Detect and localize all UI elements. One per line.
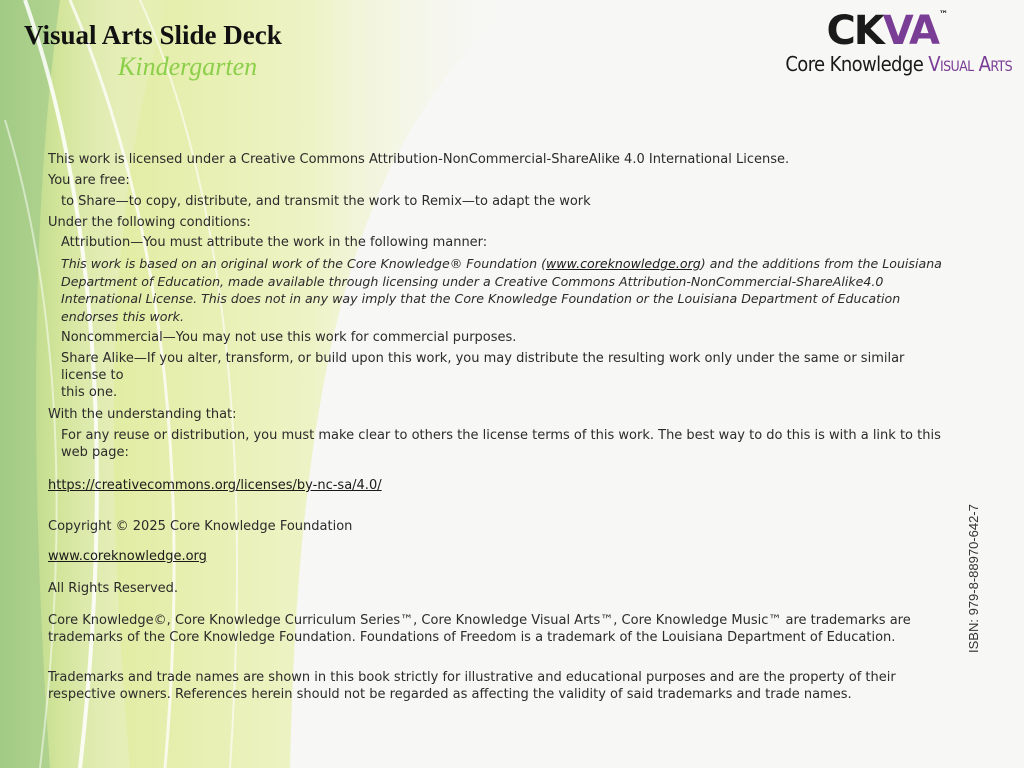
tradenames-text: Trademarks and trade names are shown in this book strictly for illustrative and educational purposes and are the property of their respective owners. References herein should not be regarded as affecting the validity of said trademarks and trade names. <box>48 670 896 702</box>
reuse-text-cont: web page: <box>61 445 129 460</box>
reuse-text: For any reuse or distribution, you must make clear to others the license terms of this work. The best way to do this is with a link to this <box>61 428 941 443</box>
attribution-statement <box>48 255 948 325</box>
logo-trademark: ™ <box>939 10 948 20</box>
logo-core-knowledge: Core Knowledge <box>785 52 929 76</box>
logo-tagline <box>785 52 1012 76</box>
attribution-statement-part2: ) and the additions from the Louisiana Department of Education, made available through licensing under a Creative Commons Attribution-NonCommercial-ShareAlike4.0 International License. This does not in any way imply that the Core Knowledge Foundation or the Louisiana Department of Education endorses this work. <box>61 256 942 324</box>
logo-ck: CK <box>826 8 883 54</box>
license-content <box>48 151 948 703</box>
logo-wordmark <box>826 8 938 54</box>
logo-va: VA <box>882 8 938 54</box>
attribution-text: Attribution—You must attribute the work in the following manner: <box>61 235 488 250</box>
copyright-text: Copyright © 2025 Core Knowledge Foundation <box>48 519 353 534</box>
attribution-link[interactable]: www.coreknowledge.org <box>545 256 701 271</box>
isbn-label: ISBN: 979-8-88970-642-7 <box>966 504 981 653</box>
ckva-logo <box>772 8 1012 80</box>
you-are-free: You are free: <box>48 173 130 188</box>
noncommercial-text: Noncommercial—You may not use this work for commercial purposes. <box>61 330 517 345</box>
rights-text: All Rights Reserved. <box>48 581 179 596</box>
attribution-statement-part1: This work is based on an original work of the Core Knowledge® Foundation ( <box>61 256 546 271</box>
coreknowledge-link[interactable]: www.coreknowledge.org <box>48 549 207 564</box>
cc-license-link[interactable]: https://creativecommons.org/licenses/by-nc-sa/4.0/ <box>48 478 382 493</box>
logo-visual-arts: Visual Arts <box>928 52 1012 76</box>
page-subtitle: Kindergarten <box>118 52 258 81</box>
page-title: Visual Arts Slide Deck <box>24 20 282 50</box>
license-intro: This work is licensed under a Creative Commons Attribution-NonCommercial-ShareAlike 4.0 International License. <box>48 152 790 167</box>
understanding-label: With the understanding that: <box>48 407 237 422</box>
under-conditions: Under the following conditions: <box>48 215 251 230</box>
sharealike-text: Share Alike—If you alter, transform, or build upon this work, you may distribute the resulting work only under the same or similar license to <box>61 351 905 383</box>
sharealike-text-cont: this one. <box>61 385 118 400</box>
trademarks-text: Core Knowledge©, Core Knowledge Curriculum Series™, Core Knowledge Visual Arts™, Core Knowledge Music™ are trademarks are trademarks of the Core Knowledge Foundation. Foundations of Freedom is a trademark of the Louisiana Department of Education. <box>48 613 911 645</box>
share-text: to Share—to copy, distribute, and transmit the work to Remix—to adapt the work <box>61 194 591 209</box>
